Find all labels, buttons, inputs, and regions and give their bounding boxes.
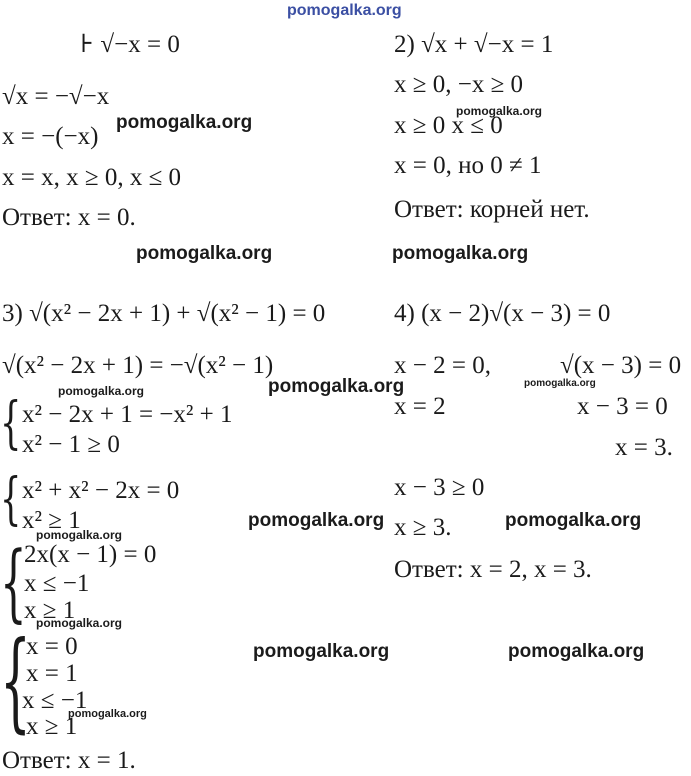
system-brace: { — [0, 619, 31, 744]
p3-answer: Ответ: x = 1. — [2, 747, 136, 774]
watermark: pomogalka.org — [36, 616, 123, 630]
system-brace: { — [0, 533, 27, 631]
p3-line-2: √(x² − 2x + 1) = −√(x² − 1) — [2, 352, 274, 379]
watermark: pomogalka.org — [68, 708, 147, 720]
watermark: pomogalka.org — [505, 510, 642, 531]
watermark: pomogalka.org — [456, 104, 543, 118]
p3-line-1: 3) √(x² − 2x + 1) + √(x² − 1) = 0 — [2, 300, 326, 327]
p3-sys4-eq2: x = 1 — [26, 660, 78, 687]
p1-line-1: ⊦ √−x = 0 — [80, 31, 180, 58]
p3-sys4-eq1: x = 0 — [26, 633, 78, 660]
p2-line-1: 2) √x + √−x = 1 — [394, 31, 554, 58]
p1-line-3: x = −(−x) — [2, 123, 99, 150]
p2-line-4: x = 0, но 0 ≠ 1 — [394, 152, 542, 179]
p4-line-6: x ≥ 3. — [394, 514, 452, 541]
watermark: pomogalka.org — [248, 510, 385, 531]
watermark: pomogalka.org — [136, 243, 273, 264]
p3-sys2-eq2: x² ≥ 1 — [22, 507, 81, 534]
watermark: pomogalka.org — [116, 112, 253, 133]
watermark: pomogalka.org — [268, 376, 405, 397]
p1-answer: Ответ: x = 0. — [2, 204, 136, 231]
p2-line-2: x ≥ 0, −x ≥ 0 — [394, 71, 524, 98]
watermark-top: pomogalka.org — [287, 2, 402, 19]
watermark: pomogalka.org — [392, 243, 529, 264]
p3-sys1-eq1: x² − 2x + 1 = −x² + 1 — [22, 401, 233, 428]
system-brace: { — [0, 391, 22, 456]
p1-line-4: x = x, x ≥ 0, x ≤ 0 — [2, 164, 182, 191]
p3-sys3-eq1: 2x(x − 1) = 0 — [24, 541, 157, 568]
p3-sys4-eq4: x ≥ 1 — [26, 713, 78, 740]
p4-line-3a: x = 2 — [394, 393, 446, 420]
p3-sys2-eq1: x² + x² − 2x = 0 — [22, 477, 180, 504]
p4-line-2b: √(x − 3) = 0 — [560, 352, 682, 379]
watermark: pomogalka.org — [253, 641, 390, 662]
p4-answer: Ответ: x = 2, x = 3. — [394, 556, 592, 583]
watermark: pomogalka.org — [58, 384, 145, 398]
p3-sys4-eq3: x ≤ −1 — [22, 687, 88, 714]
p1-line-2: √x = −√−x — [2, 83, 110, 110]
p2-answer: Ответ: корней нет. — [394, 196, 590, 223]
watermark: pomogalka.org — [508, 641, 645, 662]
p4-line-3b: x − 3 = 0 — [577, 393, 668, 420]
system-brace: { — [0, 467, 22, 532]
p4-line-4: x = 3. — [615, 434, 673, 461]
p3-sys3-eq3: x ≥ 1 — [24, 597, 76, 624]
p3-sys3-eq2: x ≤ −1 — [24, 570, 90, 597]
watermark: pomogalka.org — [36, 528, 123, 542]
p3-sys1-eq2: x² − 1 ≥ 0 — [22, 431, 120, 458]
p4-line-2a: x − 2 = 0, — [394, 352, 491, 379]
p2-line-3: x ≥ 0 x ≤ 0 — [394, 112, 503, 139]
watermark: pomogalka.org — [524, 378, 596, 389]
p4-line-1: 4) (x − 2)√(x − 3) = 0 — [394, 300, 611, 327]
p4-line-5: x − 3 ≥ 0 — [394, 474, 485, 501]
